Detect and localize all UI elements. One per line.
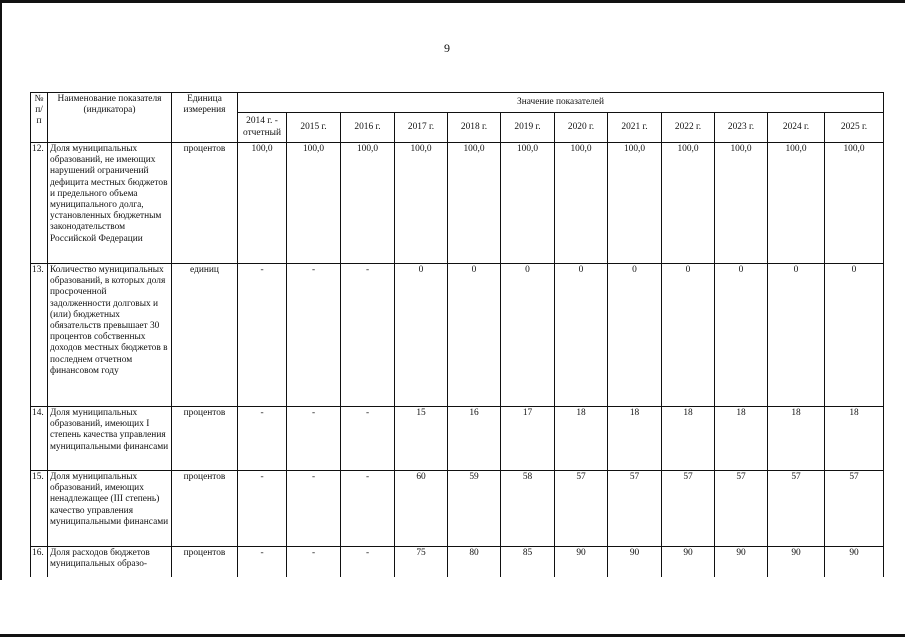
value-cell: 0 bbox=[555, 264, 608, 407]
page-number: 9 bbox=[444, 41, 450, 55]
unit-cell: процентов bbox=[172, 471, 238, 547]
value-cell: 100,0 bbox=[395, 143, 448, 264]
row-number: 15. bbox=[31, 471, 48, 547]
page-left-border bbox=[0, 0, 2, 580]
table-row bbox=[31, 547, 884, 577]
header-year: 2017 г. bbox=[395, 113, 448, 143]
value-cell: 0 bbox=[395, 264, 448, 407]
table-row bbox=[31, 143, 884, 264]
value-cell: 17 bbox=[501, 407, 555, 471]
indicator-name: Доля расходов бюджетов муниципальных образо- bbox=[48, 547, 172, 577]
value-cell: - bbox=[341, 547, 395, 577]
value-cell: 100,0 bbox=[768, 143, 825, 264]
value-cell: 100,0 bbox=[448, 143, 501, 264]
value-cell: 80 bbox=[448, 547, 501, 577]
table-row bbox=[31, 264, 884, 407]
value-cell: 57 bbox=[662, 471, 715, 547]
row-number: 16. bbox=[31, 547, 48, 577]
value-cell: - bbox=[238, 407, 287, 471]
unit-cell: единиц bbox=[172, 264, 238, 407]
value-cell: 58 bbox=[501, 471, 555, 547]
unit-cell: процентов bbox=[172, 407, 238, 471]
header-year: 2015 г. bbox=[287, 113, 341, 143]
value-cell: 18 bbox=[662, 407, 715, 471]
table-row bbox=[31, 471, 884, 547]
header-num: № п/п bbox=[31, 93, 48, 143]
table-row bbox=[31, 407, 884, 471]
value-cell: 57 bbox=[608, 471, 662, 547]
page-bottom-border bbox=[0, 634, 905, 637]
value-cell: 60 bbox=[395, 471, 448, 547]
value-cell: - bbox=[287, 407, 341, 471]
row-number: 13. bbox=[31, 264, 48, 407]
header-year: 2019 г. bbox=[501, 113, 555, 143]
value-cell: 90 bbox=[715, 547, 768, 577]
value-cell: - bbox=[341, 471, 395, 547]
value-cell: 100,0 bbox=[501, 143, 555, 264]
value-cell: 0 bbox=[662, 264, 715, 407]
header-year: 2021 г. bbox=[608, 113, 662, 143]
header-values-group: Значение показателей bbox=[238, 93, 884, 113]
row-number: 12. bbox=[31, 143, 48, 264]
value-cell: - bbox=[341, 407, 395, 471]
header-year: 2025 г. bbox=[825, 113, 884, 143]
row-number: 14. bbox=[31, 407, 48, 471]
value-cell: 100,0 bbox=[287, 143, 341, 264]
value-cell: 85 bbox=[501, 547, 555, 577]
value-cell: 57 bbox=[555, 471, 608, 547]
value-cell: 0 bbox=[448, 264, 501, 407]
value-cell: - bbox=[238, 547, 287, 577]
value-cell: 90 bbox=[768, 547, 825, 577]
value-cell: 90 bbox=[825, 547, 884, 577]
value-cell: 0 bbox=[501, 264, 555, 407]
value-cell: 18 bbox=[555, 407, 608, 471]
value-cell: 18 bbox=[768, 407, 825, 471]
header-year: 2023 г. bbox=[715, 113, 768, 143]
header-year: 2018 г. bbox=[448, 113, 501, 143]
value-cell: 90 bbox=[662, 547, 715, 577]
value-cell: 59 bbox=[448, 471, 501, 547]
header-unit: Единица измерения bbox=[172, 93, 238, 143]
value-cell: - bbox=[238, 471, 287, 547]
value-cell: - bbox=[238, 264, 287, 407]
value-cell: 100,0 bbox=[608, 143, 662, 264]
unit-cell: процентов bbox=[172, 143, 238, 264]
header-year: 2022 г. bbox=[662, 113, 715, 143]
header-year: 2016 г. bbox=[341, 113, 395, 143]
indicator-name: Доля муниципальных образований, не имеющих нарушений ограничений дефицита местных бюджетов и предельного объема муниципального долга, установленных бюджетным законодательством Российской Федерации bbox=[48, 143, 172, 264]
value-cell: 18 bbox=[825, 407, 884, 471]
value-cell: 57 bbox=[825, 471, 884, 547]
value-cell: 0 bbox=[825, 264, 884, 407]
value-cell: 100,0 bbox=[555, 143, 608, 264]
value-cell: 16 bbox=[448, 407, 501, 471]
indicator-name: Доля муниципальных образований, имеющих ненадлежащее (III степень) качество управления муниципальными финансами bbox=[48, 471, 172, 547]
page-top-border bbox=[0, 0, 905, 3]
value-cell: 90 bbox=[608, 547, 662, 577]
unit-cell: процентов bbox=[172, 547, 238, 577]
value-cell: 15 bbox=[395, 407, 448, 471]
value-cell: 0 bbox=[608, 264, 662, 407]
value-cell: 57 bbox=[715, 471, 768, 547]
value-cell: 100,0 bbox=[341, 143, 395, 264]
value-cell: 100,0 bbox=[715, 143, 768, 264]
indicator-name: Доля муниципальных образований, имеющих I степень качества управления муниципальными финансами bbox=[48, 407, 172, 471]
value-cell: 18 bbox=[608, 407, 662, 471]
value-cell: 100,0 bbox=[825, 143, 884, 264]
value-cell: - bbox=[287, 264, 341, 407]
value-cell: 18 bbox=[715, 407, 768, 471]
value-cell: - bbox=[287, 547, 341, 577]
value-cell: 75 bbox=[395, 547, 448, 577]
value-cell: - bbox=[341, 264, 395, 407]
header-name: Наименование показателя (индикатора) bbox=[48, 93, 172, 143]
indicator-name: Количество муниципальных образований, в которых доля просроченной задолженности долговых и (или) бюджетных обязательств превышает 30 процентов собственных доходов местных бюджетов в последнем отчетном финансовом году bbox=[48, 264, 172, 407]
indicators-table bbox=[30, 92, 884, 577]
value-cell: 100,0 bbox=[238, 143, 287, 264]
value-cell: 0 bbox=[768, 264, 825, 407]
value-cell: 100,0 bbox=[662, 143, 715, 264]
header-year: 2020 г. bbox=[555, 113, 608, 143]
value-cell: 0 bbox=[715, 264, 768, 407]
header-year: 2024 г. bbox=[768, 113, 825, 143]
value-cell: 57 bbox=[768, 471, 825, 547]
header-year: 2014 г. - отчетный bbox=[238, 113, 287, 143]
value-cell: - bbox=[287, 471, 341, 547]
value-cell: 90 bbox=[555, 547, 608, 577]
